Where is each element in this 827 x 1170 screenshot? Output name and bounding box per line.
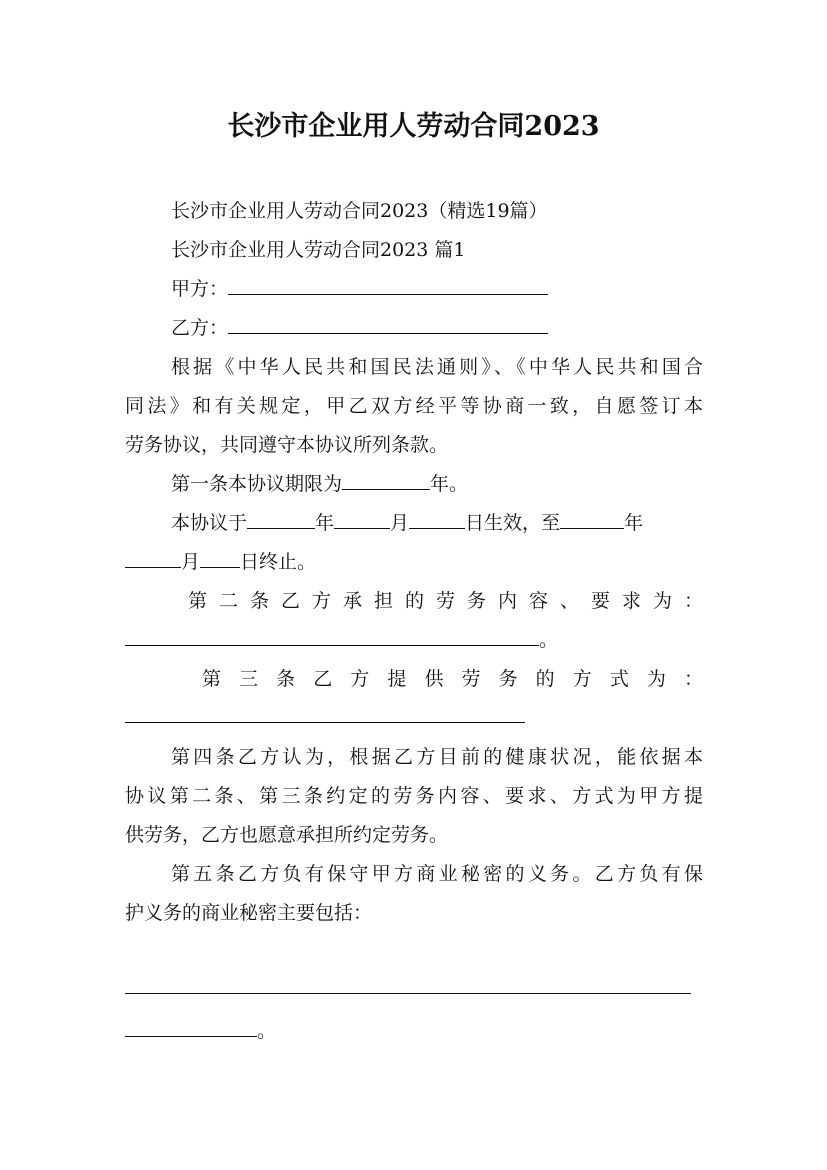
intro-paragraph-line-3: 劳务协议，共同遵守本协议所列条款。 — [125, 434, 449, 456]
document-title: 长沙市企业用人劳动合同2023 — [227, 111, 600, 142]
term-years-blank — [342, 467, 430, 490]
article-2-end: 。 — [539, 629, 559, 651]
article-3-blank — [125, 722, 525, 723]
article-4-line-3: 供劳务，乙方也愿意承担所约定劳务。 — [125, 824, 449, 846]
party-a-row — [171, 270, 703, 308]
document-subtitle: 长沙市企业用人劳动合同2023（精选19篇） — [171, 200, 548, 222]
term-row-2 — [125, 543, 703, 581]
article-2-blank — [125, 623, 539, 646]
effective-label: 日生效，至 — [465, 512, 561, 534]
intro-paragraph-line-1: 根据《中华人民共和国民法通则》、《中华人民共和国合 — [171, 356, 703, 378]
start-day-blank — [409, 506, 465, 529]
start-month-blank — [334, 506, 390, 529]
article-3-text: 第三条乙方提供劳务的方式为： — [202, 668, 703, 690]
intro-paragraph-line-2: 同法》和有关规定，甲乙双方经平等协商一致，自愿签订本 — [125, 395, 703, 417]
party-b-row — [171, 309, 703, 347]
article-5-blank-row — [125, 1012, 703, 1050]
article-4-line-1: 第四条乙方认为，根据乙方目前的健康状况，能依据本 — [171, 746, 703, 768]
party-a-blank — [228, 272, 548, 295]
article-5-line-2: 护义务的商业秘密主要包括： — [125, 902, 373, 924]
term-start-label: 本协议于 — [171, 512, 248, 534]
end-year-label: 年 — [624, 512, 644, 534]
article-5-blank-2 — [125, 1014, 257, 1037]
end-month-label: 月 — [181, 551, 201, 573]
article-1-text: 第一条本协议期限为 — [171, 473, 343, 495]
end-year-blank — [560, 506, 624, 529]
article-2-blank-row — [125, 621, 703, 659]
article-1-row — [171, 465, 703, 503]
article-5-line-1: 第五条乙方负有保守甲方商业秘密的义务。乙方负有保 — [171, 863, 703, 885]
end-day-blank — [200, 545, 240, 568]
party-a-label: 甲方： — [171, 278, 229, 300]
article-1-suffix: 年。 — [430, 473, 469, 495]
start-month-label: 月 — [390, 512, 410, 534]
party-b-label: 乙方： — [171, 317, 229, 339]
term-row-1 — [171, 504, 703, 542]
end-month-blank — [125, 545, 181, 568]
party-b-blank — [228, 311, 548, 334]
start-year-label: 年 — [315, 512, 335, 534]
start-year-blank — [247, 506, 315, 529]
article-5-end: 。 — [257, 1020, 277, 1042]
section-heading: 长沙市企业用人劳动合同2023 篇1 — [171, 239, 466, 261]
termination-label: 日终止。 — [240, 551, 317, 573]
article-4-line-2: 协议第二条、第三条约定的劳务内容、要求、方式为甲方提 — [125, 785, 703, 807]
article-2-text: 第二条乙方承担的劳务内容、要求为： — [188, 590, 703, 612]
article-5-blank-1 — [125, 993, 691, 994]
